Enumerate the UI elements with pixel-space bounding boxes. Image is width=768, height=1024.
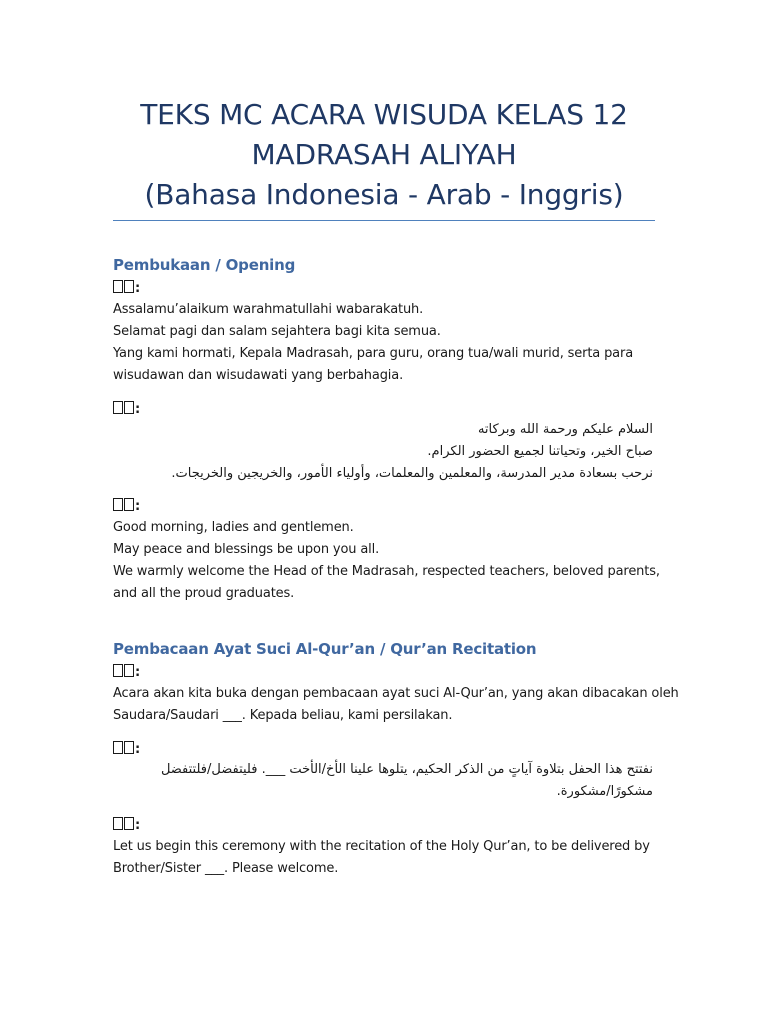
text-line: نرحب بسعادة مدير المدرسة، والمعلمين والمعلمات، وأولياء الأمور، والخريجين والخريجات. <box>171 466 653 481</box>
document-title <box>113 95 655 215</box>
paragraph-arabic <box>113 759 653 803</box>
missing-glyph-icon <box>124 664 134 677</box>
text-line: مشكورًا/مشكورة. <box>556 784 653 799</box>
language-label: : <box>113 280 140 296</box>
text-line: Let us begin this ceremony with the recitation of the Holy Qur’an, to be delivered by <box>113 839 650 854</box>
missing-glyph-icon <box>113 498 123 511</box>
section-heading-opening: Pembukaan / Opening <box>113 256 296 274</box>
missing-glyph-icon <box>124 817 134 830</box>
section-heading-quran-recitation: Pembacaan Ayat Suci Al-Qur’an / Qur’an Recitation <box>113 640 537 658</box>
text-line: نفتتح هذا الحفل بتلاوة آياتٍ من الذكر الحكيم، يتلوها علينا الأخ/الأخت ___. فليتفضل/فلتتفضل <box>160 762 653 777</box>
paragraph-indonesian <box>113 299 653 387</box>
text-line: Good morning, ladies and gentlemen. <box>113 520 354 535</box>
language-label: : <box>113 817 140 833</box>
missing-glyph-icon <box>113 817 123 830</box>
language-label: : <box>113 498 140 514</box>
text-line: Brother/Sister ___. Please welcome. <box>113 861 339 876</box>
text-line: السلام عليكم ورحمة الله وبركاته <box>477 422 653 437</box>
missing-glyph-icon <box>124 401 134 414</box>
paragraph-english <box>113 836 653 880</box>
paragraph-indonesian <box>113 683 679 727</box>
title-line-2: MADRASAH ALIYAH <box>251 138 517 171</box>
missing-glyph-icon <box>124 498 134 511</box>
language-label: : <box>113 401 140 417</box>
text-line: Saudara/Saudari ___. Kepada beliau, kami persilakan. <box>113 708 453 723</box>
text-line: Assalamu’alaikum warahmatullahi wabarakatuh. <box>113 302 424 317</box>
missing-glyph-icon <box>113 741 123 754</box>
text-line: and all the proud graduates. <box>113 586 295 601</box>
missing-glyph-icon <box>124 280 134 293</box>
text-line: wisudawan dan wisudawati yang berbahagia. <box>113 368 404 383</box>
title-line-1: TEKS MC ACARA WISUDA KELAS 12 <box>140 98 628 131</box>
text-line: Selamat pagi dan salam sejahtera bagi kita semua. <box>113 324 441 339</box>
language-label: : <box>113 664 140 680</box>
language-label: : <box>113 741 140 757</box>
paragraph-arabic <box>113 419 653 485</box>
missing-glyph-icon <box>113 401 123 414</box>
missing-glyph-icon <box>113 280 123 293</box>
text-line: We warmly welcome the Head of the Madrasah, respected teachers, beloved parents, <box>113 564 660 579</box>
text-line: صباح الخير، وتحياتنا لجميع الحضور الكرام. <box>427 444 653 459</box>
paragraph-english <box>113 517 660 605</box>
title-line-3: (Bahasa Indonesia - Arab - Inggris) <box>144 178 624 211</box>
text-line: May peace and blessings be upon you all. <box>113 542 380 557</box>
title-divider <box>113 220 655 221</box>
missing-glyph-icon <box>124 741 134 754</box>
text-line: Acara akan kita buka dengan pembacaan ayat suci Al-Qur’an, yang akan dibacakan oleh <box>113 686 679 701</box>
missing-glyph-icon <box>113 664 123 677</box>
text-line: Yang kami hormati, Kepala Madrasah, para guru, orang tua/wali murid, serta para <box>113 346 634 361</box>
